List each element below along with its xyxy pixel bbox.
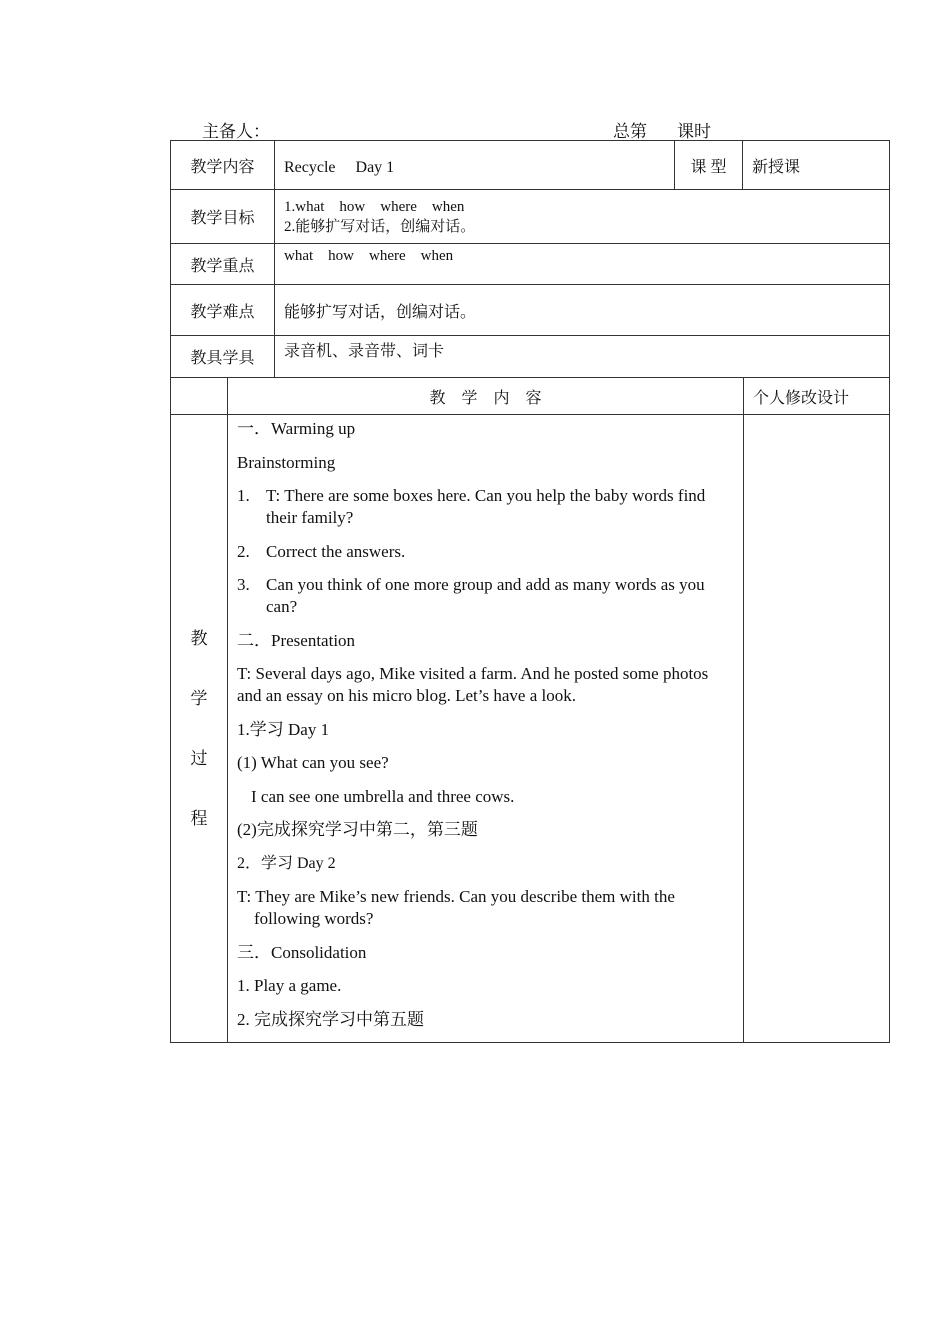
period-header (613, 117, 741, 142)
preparer-label: 主备人： (202, 122, 270, 141)
goal-value (275, 190, 890, 244)
consolidation-step-2: 2. 完成探究学习中第五题 (237, 1009, 424, 1029)
goal-label: 教学目标 (171, 190, 275, 244)
tools-value: 录音机、录音带、词卡 (275, 336, 890, 378)
side-char: 教 (190, 628, 208, 648)
process-side-label (171, 415, 228, 1043)
question-1: (1) What can you see? (237, 753, 389, 772)
difficulty-label: 教学难点 (171, 285, 275, 336)
type-label: 课 型 (675, 141, 743, 190)
total-label: 总第 (613, 122, 647, 141)
warming-up-heading: 一．Warming up (237, 419, 356, 438)
brainstorming-line: Brainstorming (237, 452, 336, 472)
question-2: (2)完成探究学习中第二，第三题 (237, 820, 478, 839)
presentation-intro: T: Several days ago, Mike visited a farm. And he posted some photos and an essay on his micro blog. Let’s have a look. (237, 664, 709, 705)
day2-prompt: T: They are Mike’s new friends. Can you describe them with the following words? (237, 887, 675, 928)
goal-line-2: 2.能够扩写对话，创编对话。 (284, 218, 476, 235)
key-value: what how where when (275, 244, 890, 285)
goal-line-1: 1.what how where when (284, 198, 465, 215)
type-value: 新授课 (743, 141, 890, 190)
warmup-step-2: 2. Correct the answers. (237, 541, 406, 561)
key-label: 教学重点 (171, 244, 275, 285)
side-char: 程 (190, 808, 208, 828)
content-value: Recycle Day 1 (275, 141, 675, 190)
warmup-step-1: 1. T: There are some boxes here. Can you help the baby words find their family? (237, 486, 706, 527)
content-label: 教学内容 (171, 141, 275, 190)
process-heading: 教 学 内 容 (228, 378, 744, 415)
warmup-step-3: 3. Can you think of one more group and add as many words as you can? (237, 575, 705, 616)
side-char: 过 (190, 748, 208, 768)
difficulty-value: 能够扩写对话，创编对话。 (275, 285, 890, 336)
side-char: 学 (190, 688, 208, 708)
period-label: 课时 (677, 122, 711, 141)
day1-heading: 1.学习 Day 1 (237, 719, 330, 739)
consolidation-heading: 三．Consolidation (237, 942, 367, 962)
presentation-heading: 二．Presentation (237, 630, 356, 650)
blank-cell (171, 378, 228, 415)
personal-design-cell[interactable] (744, 415, 890, 1043)
answer-1: I can see one umbrella and three cows. (251, 786, 515, 806)
personal-heading: 个人修改设计 (744, 378, 890, 415)
tools-label: 教具学具 (171, 336, 275, 378)
lesson-info-table (170, 140, 890, 378)
day2-heading: 2．学习 Day 2 (237, 854, 336, 872)
process-content (228, 415, 744, 1043)
process-table (170, 377, 890, 1043)
consolidation-step-1: 1. Play a game. (237, 976, 342, 995)
